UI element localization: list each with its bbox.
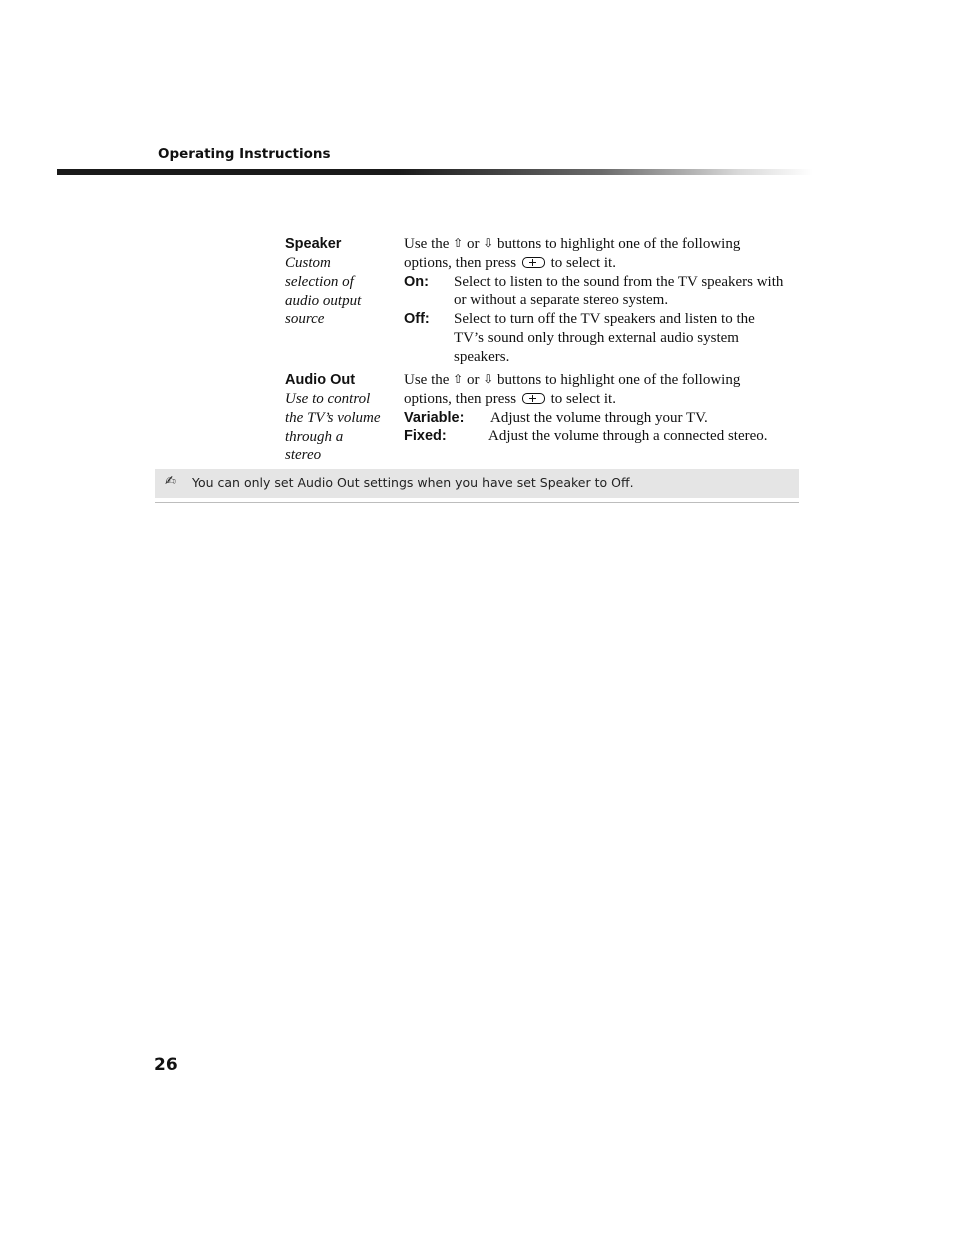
intro-text: Use the [404, 372, 450, 388]
speaker-term-desc-line: selection of [285, 273, 354, 290]
option-label: Variable: [404, 409, 465, 426]
audio-out-term-desc-line: Use to control [285, 391, 371, 407]
audio-out-term-desc-line: stereo [285, 447, 322, 464]
option-label: On: [404, 273, 429, 290]
audio-out-intro-line1 [404, 371, 804, 390]
option-text: Select to turn off the TV speakers and listen to the TV’s sound only through external audio system speakers. [454, 311, 755, 365]
intro-text: options, then press [404, 254, 517, 271]
audio-out-term-desc-line: the TV’s volume [285, 409, 381, 426]
note-box [155, 469, 799, 498]
speaker-term-desc-line: Custom [285, 255, 331, 271]
audio-out-term-column [285, 371, 397, 465]
header-rule [57, 169, 813, 175]
intro-text: to select it. [550, 254, 616, 271]
option-text: Select to listen to the sound from the TV speakers with or without a separate stereo system. [454, 273, 784, 309]
down-arrow-icon: ⇩ [483, 372, 494, 386]
pencil-note-icon: ✍ [165, 474, 176, 489]
note-text: You can only set Audio Out settings when you have set Speaker to Off. [192, 475, 634, 490]
intro-text: or [466, 236, 480, 252]
option-row-off [404, 310, 784, 366]
option-row-on [404, 273, 784, 311]
audio-out-term: Audio Out [285, 372, 356, 388]
note-divider [155, 502, 799, 503]
intro-text: buttons to highlight one of the following [497, 236, 741, 252]
up-arrow-icon: ⇧ [453, 372, 464, 386]
page-number: 26 [154, 1055, 178, 1075]
option-label: Off: [404, 311, 430, 328]
speaker-intro-line1 [404, 235, 784, 254]
enter-button-icon [522, 393, 545, 404]
up-arrow-icon: ⇧ [453, 236, 464, 250]
speaker-description [404, 235, 784, 367]
speaker-term: Speaker [285, 236, 342, 252]
option-text: Adjust the volume through your TV. [490, 409, 708, 426]
audio-out-intro-line2 [404, 390, 804, 409]
audio-out-description [404, 371, 804, 446]
intro-text: Use the [404, 236, 450, 252]
intro-text: or [466, 372, 480, 388]
option-row-fixed [404, 427, 804, 446]
intro-text: options, then press [404, 390, 517, 407]
intro-text: buttons to highlight one of the following [497, 372, 741, 388]
option-label: Fixed: [404, 428, 447, 445]
down-arrow-icon: ⇩ [483, 236, 494, 250]
page-header-title: Operating Instructions [158, 146, 331, 162]
option-text: Adjust the volume through a connected stereo. [488, 428, 768, 445]
speaker-term-column [285, 235, 397, 329]
option-row-variable [404, 409, 804, 428]
speaker-intro-line2 [404, 254, 784, 273]
enter-button-icon [522, 257, 545, 268]
speaker-term-desc-line: source [285, 311, 325, 328]
audio-out-term-desc-line: through a [285, 428, 344, 445]
intro-text: to select it. [550, 390, 616, 407]
speaker-term-desc-line: audio output [285, 292, 362, 309]
